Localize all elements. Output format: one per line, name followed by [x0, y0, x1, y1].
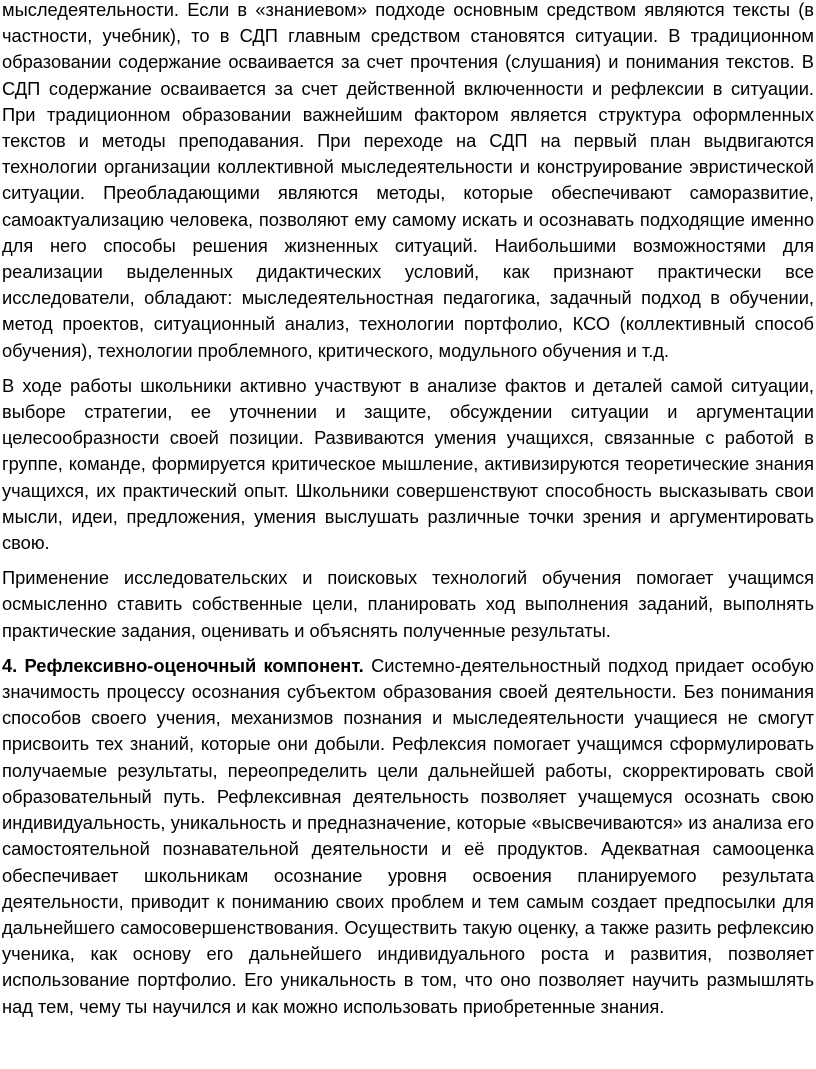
paragraph-1: мыследеятельности. Если в «знаниевом» подходе основным средством являются тексты (в частности, учебник), то в СДП главным средством становятся ситуации. В традиционном образовании содержание осваивается за счет прочтения (слушания) и понимания текстов. В СДП содержание осваивается за счет действенной включенности и рефлексии в ситуации. При традиционном образовании важнейшим фактором является структура оформленных текстов и методы преподавания. При переходе на СДП на первый план выдвигаются технологии организации коллективной мыследеятельности и конструирование эвристической ситуации. Преобладающими являются методы, которые обеспечивают саморазвитие, самоактуализацию человека, позволяют ему самому искать и осознавать подходящие именно для него способы решения жизненных ситуаций. Наибольшими возможностями для реализации выделенных дидактических условий, как признают практически все исследователи, обладают: мыследеятельностная педагогика, задачный подход в обучении, метод проектов, ситуационный анализ, технологии портфолио, КСО (коллективный способ обучения), технологии проблемного, критического, модульного обучения и т.д.: [2, 0, 814, 361]
paragraph-4-body: Системно-деятельностный подход придает особую значимость процессу осознания субъектом образования своей деятельности. Без понимания способов своего учения, механизмов познания и мыследеятельности учащиеся не смогут присвоить тех знаний, которые они добыли. Рефлексия помогает учащимся сформулировать получаемые результаты, переопределить цели дальнейшей работы, скорректировать свой образовательный путь. Рефлексивная деятельность позволяет учащемуся осознать свою индивидуальность, уникальность и предназначение, которые «высвечиваются» из анализа его самостоятельной познавательной деятельности и её продуктов. Адекватная самооценка обеспечивает школьникам осознание уровня освоения планируемого результата деятельности, приводит к пониманию своих проблем и тем самым создает предпосылки для дальнейшего самосовершенствования. Осуществить такую оценку, а также разить рефлексию ученика, как основу его дальнейшего индивидуального роста и развития, позволяет использование портфолио. Его уникальность в том, что оно позволяет научить размышлять над тем, чему ты научился и как можно использовать приобретенные знания.: [2, 654, 814, 1017]
paragraph-4: [2, 653, 814, 1020]
paragraph-3: Применение исследовательских и поисковых технологий обучения помогает учащимся осмысленно ставить собственные цели, планировать ход выполнения заданий, выполнять практические задания, оценивать и объяснять полученные результаты.: [2, 567, 814, 641]
section-heading: 4. Рефлексивно-оценочный компонент.: [2, 654, 364, 676]
paragraph-2: В ходе работы школьники активно участвуют в анализе фактов и деталей самой ситуации, выборе стратегии, ее уточнении и защите, обсуждении ситуации и аргументации целесообразности своей позиции. Развиваются умения учащихся, связанные с работой в группе, команде, формируется критическое мышление, активизируются теоретические знания учащихся, их практический опыт. Школьники совершенствуют способность высказывать свои мысли, идеи, предложения, умения выслушать различные точки зрения и аргументировать свою.: [2, 374, 814, 554]
